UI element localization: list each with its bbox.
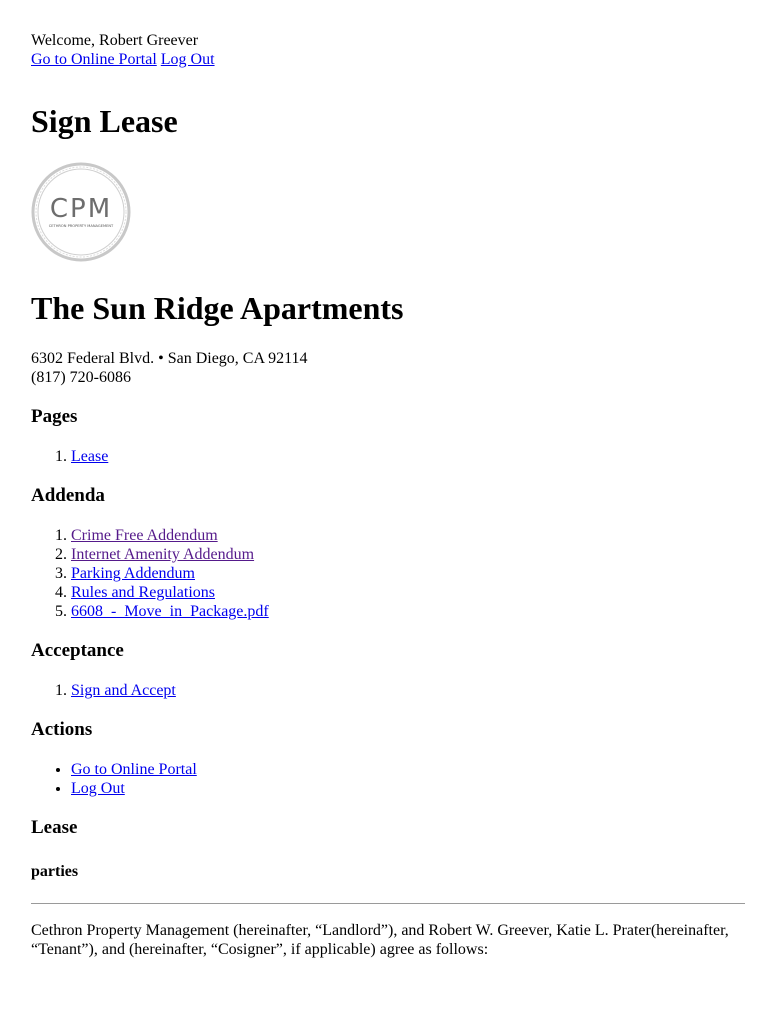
- addenda-heading: Addenda: [31, 485, 105, 506]
- parties-heading: parties: [31, 863, 79, 880]
- acceptance-list: [31, 681, 745, 700]
- list-item: [71, 447, 745, 466]
- section-divider: [31, 903, 745, 904]
- actions-portal-link[interactable]: Go to Online Portal: [71, 761, 197, 778]
- actions-list: [31, 760, 745, 798]
- cpm-logo-icon: [31, 162, 131, 262]
- cpm-logo: [31, 162, 131, 262]
- phone-line: (817) 720-6086: [31, 369, 131, 386]
- address-line: 6302 Federal Blvd. • San Diego, CA 92114: [31, 350, 308, 367]
- list-item: [71, 583, 745, 602]
- sign-and-accept-link[interactable]: Sign and Accept: [71, 682, 176, 699]
- list-item: [71, 545, 745, 564]
- top-portal-link[interactable]: Go to Online Portal: [31, 51, 157, 68]
- list-item: [71, 564, 745, 583]
- list-item: [71, 602, 745, 621]
- list-item: [71, 681, 745, 700]
- page-link-lease[interactable]: Lease: [71, 448, 109, 465]
- addenda-list: [31, 526, 745, 621]
- addendum-link-crime-free[interactable]: Crime Free Addendum: [71, 527, 218, 544]
- actions-heading: Actions: [31, 719, 93, 740]
- top-links: [31, 50, 745, 69]
- welcome-text: Welcome, Robert Greever: [31, 32, 199, 49]
- actions-logout-link[interactable]: Log Out: [71, 780, 125, 797]
- list-item: [71, 526, 745, 545]
- addendum-link-internet-amenity[interactable]: Internet Amenity Addendum: [71, 546, 255, 563]
- addendum-link-rules[interactable]: Rules and Regulations: [71, 584, 215, 601]
- pages-list: [31, 447, 745, 466]
- page-title: Sign Lease: [31, 103, 178, 139]
- addendum-link-parking[interactable]: Parking Addendum: [71, 565, 195, 582]
- logo-subtext: CETHRON PROPERTY MANAGEMENT: [48, 224, 114, 228]
- lease-heading: Lease: [31, 817, 78, 838]
- lease-parties-text: Cethron Property Management (hereinafter, “Landlord”), and Robert W. Greever, Katie L. Prater(hereinafter, “Tenant”), and (hereinafter, “Cosigner”, if applicable) agree as follows:: [31, 922, 729, 958]
- property-address: [31, 349, 745, 387]
- list-item: [71, 760, 745, 779]
- property-name: The Sun Ridge Apartments: [31, 290, 404, 326]
- top-logout-link[interactable]: Log Out: [160, 51, 215, 68]
- addendum-link-move-in-package[interactable]: 6608_-_Move_in_Package.pdf: [71, 603, 269, 620]
- logo-text: CPM: [49, 194, 113, 224]
- acceptance-heading: Acceptance: [31, 640, 124, 661]
- pages-heading: Pages: [31, 406, 78, 427]
- list-item: [71, 779, 745, 798]
